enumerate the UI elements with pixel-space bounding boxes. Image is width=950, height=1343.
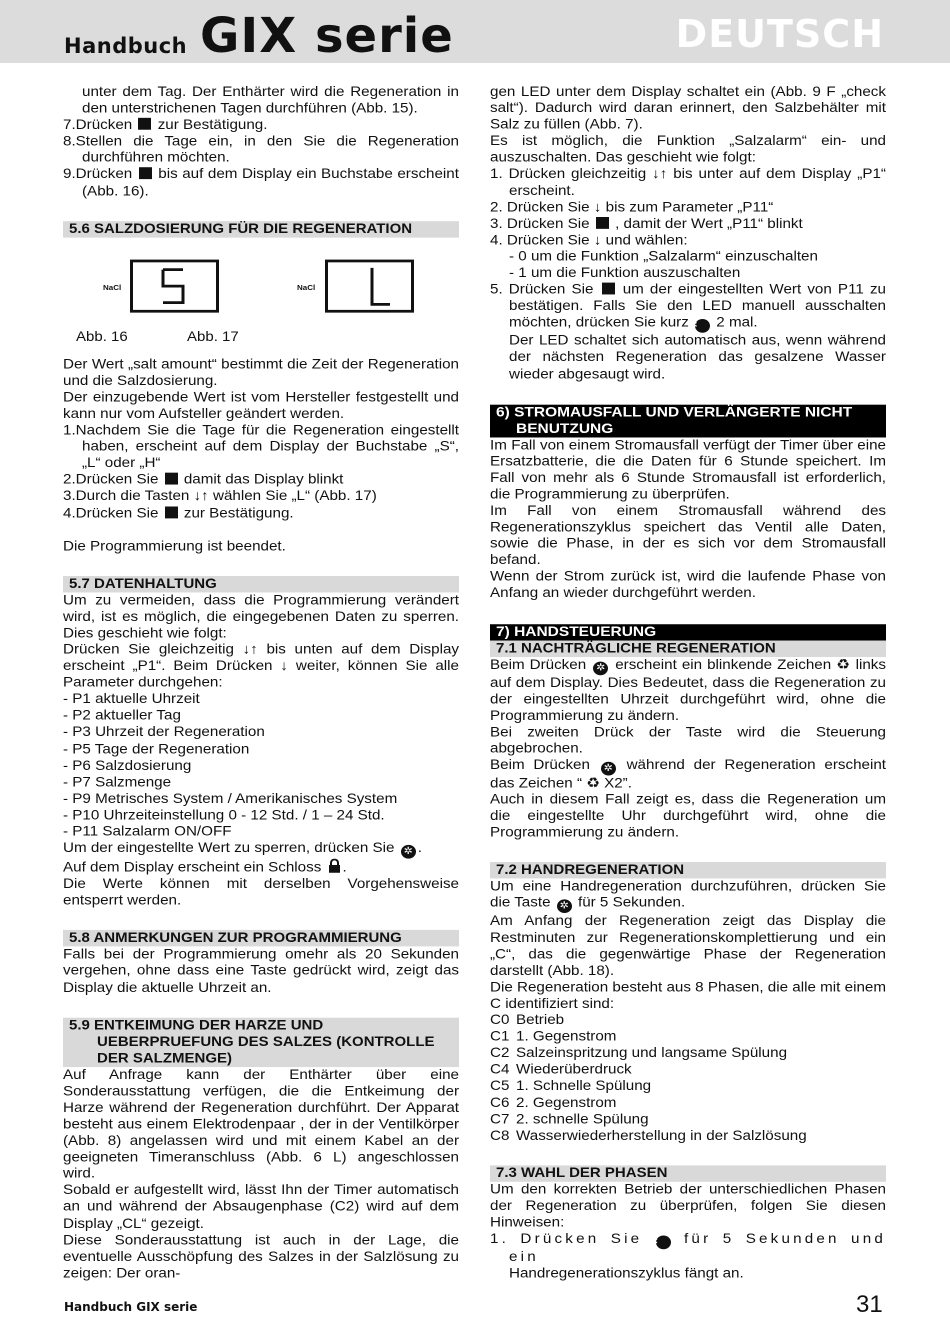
set-key-icon bbox=[165, 473, 178, 485]
regen-key-icon: ✲ bbox=[401, 845, 416, 859]
paragraph: unter dem Tag. Der Enthärter wird die Regeneration in den unterstrichenen Tagen durchführen (Abb. 15). bbox=[82, 84, 459, 117]
recycle-icon: ♻ bbox=[836, 656, 851, 673]
section-heading-7-3: 7.3 WAHL DER PHASEN bbox=[490, 1165, 886, 1181]
figure-caption: Abb. 17 bbox=[187, 328, 239, 345]
list-item: 1. Drücken Sie ✲ für 5 Sekunden und ein bbox=[490, 1231, 886, 1265]
paragraph: Falls bei der Programmierung omehr als 20 Sekunden vergehen, ohne dass eine Taste gedrückt wird, zeigt das Display die aktuelle Uhrzeit an. bbox=[63, 946, 459, 996]
paragraph: Beim Drücken ✲ erscheint ein blinkende Zeichen ♻ links auf dem Display. Dies Bedeutet, dass die Regeneration zu der eingestellten Uhrzeit durchgeführt wird, ohne die Programmierung zu ändern. bbox=[490, 656, 886, 724]
phase-item: C5 1. Schnelle Spülung bbox=[490, 1078, 652, 1094]
list-item: 2.Drücken Sie damit das Display blinkt bbox=[63, 472, 344, 488]
phase-item: C7 2. schnelle Spülung bbox=[490, 1111, 649, 1127]
list-item: 9.Drücken bis auf dem Display ein Buchstabe erscheint (Abb. 16). bbox=[63, 166, 459, 199]
param-item: - P5 Tage der Regeneration bbox=[63, 741, 250, 757]
list-item: 4.Drücken Sie zur Bestätigung. bbox=[63, 505, 294, 521]
paragraph: Die Werte können mit derselben Vorgehensweise entsperrt werden. bbox=[63, 876, 459, 909]
param-item: - P7 Salzmenge bbox=[63, 774, 172, 790]
phase-item: C1 1. Gegenstrom bbox=[490, 1028, 617, 1045]
param-item: - P3 Uhrzeit der Regeneration bbox=[63, 724, 265, 741]
paragraph: Diese Sonderausstattung ist auch in der Lage, die eventuelle Ausschöpfung des Salzes in der Salzlösung zu zeigen: Der oran- bbox=[63, 1232, 459, 1281]
section-heading-6: 6) STROMAUSFALL UND VERLÄNGERTE NICHT BENUTZUNG bbox=[490, 404, 886, 437]
display-figure-16 bbox=[130, 259, 219, 312]
list-item: 2. Drücken Sie ↓ bis zum Parameter „P11“ bbox=[490, 199, 774, 215]
section-heading-7: 7) HANDSTEUERUNG bbox=[490, 624, 886, 640]
figure-caption: Abb. 16 bbox=[76, 328, 128, 345]
set-key-icon bbox=[596, 217, 609, 229]
paragraph: Sobald er aufgestellt wird, lässt Ihn der Timer automatisch an und während der Absaugenphase (C2) wird auf dem Display „CL“ gezeigt. bbox=[63, 1182, 459, 1232]
nacl-label: NaCl bbox=[103, 283, 122, 292]
section-heading-5-7: 5.7 DATENHALTUNG bbox=[63, 576, 459, 592]
paragraph: Drücken Sie gleichzeitig ↓↑ bis unten auf dem Display erscheint „P1“. Beim Drücken ↓ weiter, können Sie alle Parameter durchgehen: bbox=[63, 641, 459, 691]
list-item: 8.Stellen die Tage ein, in den Sie die Regeneration durchführen möchten. bbox=[63, 133, 459, 166]
list-item: Handregenerationszyklus fängt an. bbox=[509, 1265, 744, 1282]
param-item: - P6 Salzdosierung bbox=[63, 757, 192, 774]
paragraph: Auf dem Display erscheint ein Schloss . bbox=[63, 859, 347, 876]
paragraph: Um den korrekten Betrieb der unterschiedlichen Phasen der Regeneration zu überprüfen, folgen Sie diesen Hinweisen: bbox=[490, 1181, 886, 1231]
section-heading-7-2: 7.2 HANDREGENERATION bbox=[490, 862, 886, 878]
section-heading-7-1: 7.1 NACHTRÄGLICHE REGENERATION bbox=[490, 640, 886, 656]
paragraph: Bei zweiten Drück der Taste wird die Steuerung abgebrochen. bbox=[490, 724, 886, 757]
page-number: 31 bbox=[856, 1291, 883, 1318]
param-item: - P1 aktuelle Uhrzeit bbox=[63, 691, 200, 708]
list-subitem: - 1 um die Funktion auszuschalten bbox=[509, 265, 741, 281]
nacl-label: NaCl bbox=[297, 283, 316, 292]
paragraph: Der LED schaltet sich automatisch aus, wenn während der nächsten Regeneration das gesalzene Wasser wieder abgesaugt wird. bbox=[509, 332, 886, 382]
paragraph: Im Fall von einem Stromausfall während des Regenerationszyklus speichert das Ventil alle Daten, sowie die Phase, in der es sich vor dem Stromausfall befand. bbox=[490, 503, 886, 568]
phase-item: C8 Wasserwiederherstellung in der Salzlösung bbox=[490, 1127, 807, 1144]
page-header bbox=[0, 0, 950, 63]
param-item: - P11 Salzalarm ON/OFF bbox=[63, 823, 232, 840]
set-key-icon bbox=[138, 118, 151, 130]
list-item: 3. Drücken Sie , damit der Wert „P11“ blinkt bbox=[490, 215, 803, 232]
phase-item: C2 Salzeinspritzung und langsame Spülung bbox=[490, 1045, 788, 1061]
list-item: 3.Durch die Tasten ↓↑ wählen Sie „L“ (Abb. 17) bbox=[63, 488, 377, 505]
paragraph: gen LED unter dem Display schaltet ein (Abb. 9 F „check salt“). Dadurch wird daran erinnert, den Salzbehälter mit Salz zu füllen (Abb. 7). bbox=[490, 84, 886, 133]
header-handbook-label: Handbuch bbox=[64, 34, 188, 58]
paragraph: Am Anfang der Regeneration zeigt das Display die Restminuten zur Regenerationskomplettierung und ein „C“, das die gegenwärtige Phase der Regeneration darstellt (Abb. 18). bbox=[490, 913, 886, 979]
phase-item: C4 Wiederüberdruck bbox=[490, 1061, 632, 1078]
param-item: - P2 aktueller Tag bbox=[63, 708, 181, 724]
list-item: 5. Drücken Sie um der eingestellten Wert von P11 zu bestätigen. Falls Sie den LED manuell ausschalten möchten, drücken Sie kurz ✲ 2 mal. bbox=[490, 281, 886, 332]
list-item: 1.Nachdem Sie die Tage für die Regeneration eingestellt haben, erscheint auf dem Display der Buchstabe „S“, „L“ oder „H“ bbox=[63, 422, 459, 472]
paragraph: Auf Anfrage kann der Enthärter über eine Sonderausstattung verfügen, die die Entkeimung der Harze während der Regeneration durchführt. Der Apparat besteht aus einem Elektrodenpaar , der in der Ventilkörper (Abb. 8) angelassen wird und mit einem Kabel an der geeigneten Timeranschluss (Abb. 6 L) angeschlossen wird. bbox=[63, 1066, 459, 1182]
list-subitem: - 0 um die Funktion „Salzalarm“ einzuschalten bbox=[509, 248, 818, 265]
regen-key-icon: ✲ bbox=[695, 319, 710, 333]
section-heading-5-6: 5.6 SALZDOSIERUNG FÜR DIE REGENERATION bbox=[63, 221, 459, 237]
paragraph: Auch in diesem Fall zeigt es, dass die Regeneration um die eingestellte Uhr durchgeführt wird, ohne die Programmierung zu ändern. bbox=[490, 791, 886, 841]
right-column bbox=[490, 84, 886, 1282]
paragraph: Es ist möglich, die Funktion „Salzalarm“ ein- und auszuschalten. Das geschieht wie folgt: bbox=[490, 133, 886, 166]
paragraph: Der Wert „salt amount“ bestimmt die Zeit der Regeneration und die Salzdosierung. bbox=[63, 356, 459, 389]
regen-key-icon: ✲ bbox=[557, 900, 572, 914]
regen-key-icon: ✲ bbox=[593, 661, 608, 675]
set-key-icon bbox=[602, 283, 615, 295]
paragraph: Beim Drücken ✲ während der Regeneration erscheint das Zeichen “ ♻ X2”. bbox=[490, 757, 886, 791]
list-item: 7.Drücken zur Bestätigung. bbox=[63, 117, 268, 133]
paragraph: Um der eingestellte Wert zu sperren, drücken Sie ✲ . bbox=[63, 840, 422, 857]
regen-key-icon: ✲ bbox=[656, 1236, 671, 1250]
phase-item: C0 Betrieb bbox=[490, 1012, 565, 1028]
figures-16-17 bbox=[63, 243, 459, 345]
paragraph: Die Regeneration besteht aus 8 Phasen, die alle mit einem C identifiziert sind: bbox=[490, 979, 886, 1012]
segment-l-icon bbox=[328, 262, 411, 310]
paragraph: Die Programmierung ist beendet. bbox=[63, 538, 286, 554]
recycle-icon: ♻ bbox=[586, 775, 600, 791]
header-language-label: DEUTSCH bbox=[675, 12, 884, 56]
paragraph: Um eine Handregeneration durchzuführen, drücken Sie die Taste ✲ für 5 Sekunden. bbox=[490, 878, 886, 912]
param-item: - P10 Uhrzeiteinstellung 0 - 12 Std. / 1 – 24 Std. bbox=[63, 807, 385, 823]
paragraph: Wenn der Strom zurück ist, wird die laufende Phase von Anfang an wieder durchgeführt werden. bbox=[490, 568, 886, 601]
footer-title: Handbuch GIX serie bbox=[64, 1300, 198, 1314]
phase-item: C6 2. Gegenstrom bbox=[490, 1094, 617, 1111]
display-figure-17 bbox=[325, 259, 414, 312]
paragraph: Der einzugebende Wert ist vom Hersteller festgestellt und kann nur vom Aufsteller geändert werden. bbox=[63, 389, 459, 422]
paragraph: Im Fall von einem Stromausfall verfügt der Timer über eine Ersatzbatterie, die die Daten für 6 Stunde speichert. Im Fall von mehr als 6 Stunde Stromausfall ist erforderlich, die Programmierung zu überprüfen. bbox=[490, 437, 886, 503]
lock-icon bbox=[328, 859, 341, 874]
left-column bbox=[63, 84, 459, 1282]
segment-s-icon bbox=[133, 262, 216, 310]
param-item: - P9 Metrisches System / Amerikanisches System bbox=[63, 790, 398, 807]
list-item: 1. Drücken gleichzeitig ↓↑ bis unter auf dem Display „P1“ erscheint. bbox=[490, 166, 886, 199]
regen-key-icon: ✲ bbox=[601, 762, 616, 776]
paragraph: Um zu vermeiden, dass die Programmierung verändert wird, ist es möglich, die eingegebenen Daten zu sperren. Dies geschieht wie folgt: bbox=[63, 592, 459, 641]
header-series-title: GIX serie bbox=[200, 8, 454, 64]
set-key-icon bbox=[165, 506, 178, 518]
list-item: 4. Drücken Sie ↓ und wählen: bbox=[490, 232, 688, 248]
set-key-icon bbox=[139, 168, 152, 180]
section-heading-5-9: 5.9 ENTKEIMUNG DER HARZE UND UEBERPRUEFUNG DES SALZES (KONTROLLE DER SALZMENGE) bbox=[63, 1017, 459, 1066]
section-heading-5-8: 5.8 ANMERKUNGEN ZUR PROGRAMMIERUNG bbox=[63, 930, 459, 946]
